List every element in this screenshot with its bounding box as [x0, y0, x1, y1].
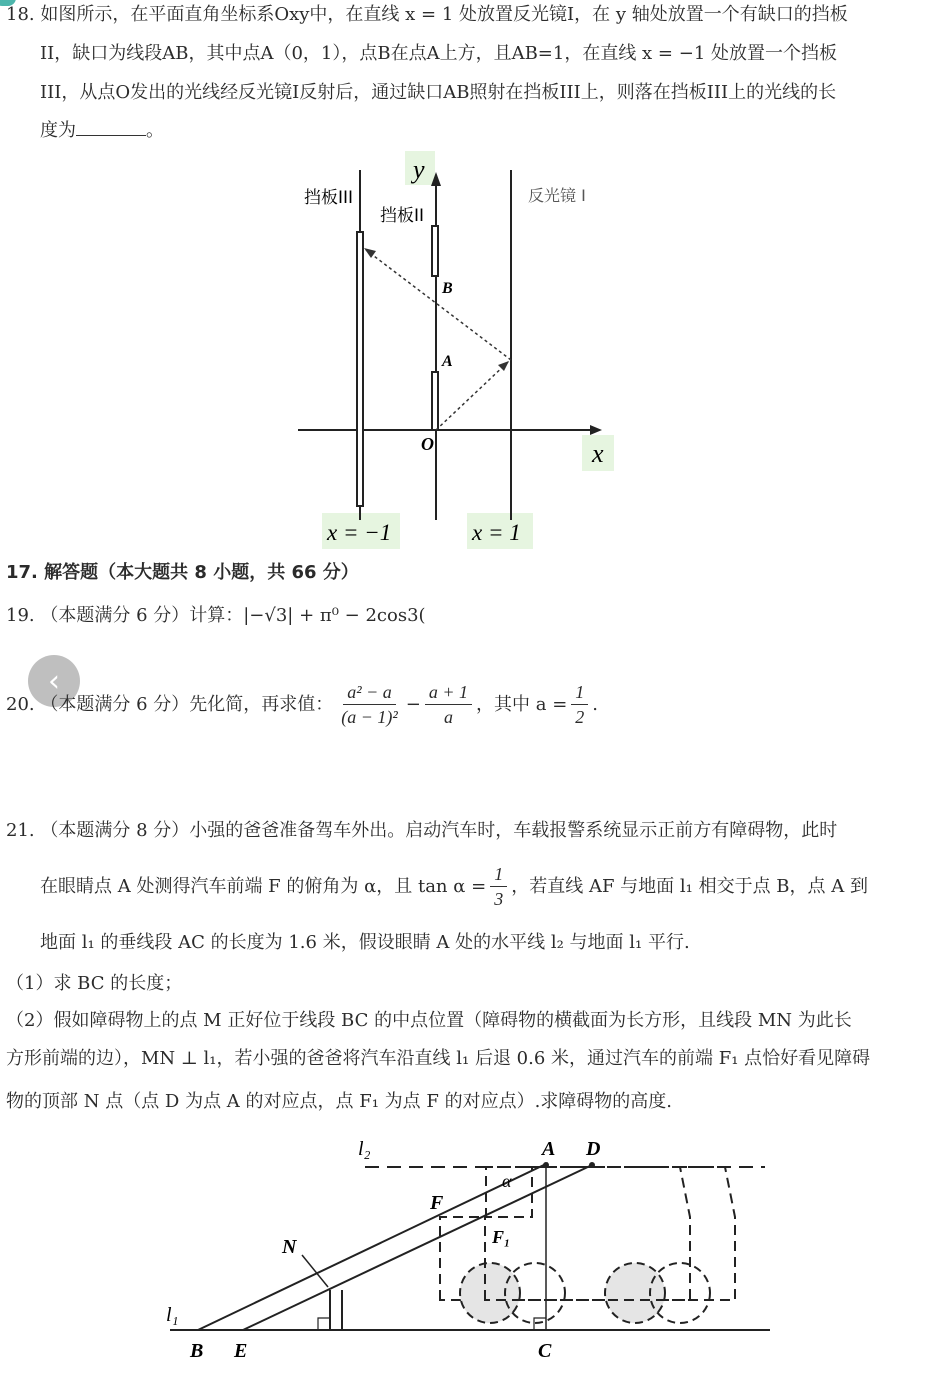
q19-text: 19. （本题满分 6 分）计算：|−√3| + π⁰ − 2cos3( — [6, 605, 426, 626]
baffle-2-lower — [432, 372, 438, 430]
N-pointer — [302, 1255, 328, 1287]
q18-line2: II，缺口为线段AB，其中点A（0，1），点B在点A上方，且AB=1，在直线 x = −1 处放置一个挡板 — [40, 43, 837, 64]
q21-tan-num: 1 — [490, 862, 507, 887]
label-baffle2: 挡板II — [380, 206, 425, 226]
label-mirror: 反光镜 I — [528, 186, 586, 205]
label-E: E — [234, 1340, 248, 1362]
q20-frac2-den: a — [443, 707, 453, 727]
q20-fraction-3 — [571, 680, 588, 729]
car-obstacle-diagram — [150, 1135, 790, 1370]
q20-minus: − — [405, 693, 421, 715]
incident-ray-arrow — [498, 361, 509, 371]
q18-line3: III，从点O发出的光线经反光镜I反射后，通过缺口AB照射在挡板III上，则落在挡板III上的光线的长 — [40, 82, 837, 103]
x-axis-arrow — [590, 425, 602, 435]
label-A: A — [542, 1138, 556, 1160]
q21-tan-fraction — [490, 862, 507, 911]
q18-line4 — [40, 117, 164, 144]
label-F1: F₁ — [492, 1227, 511, 1247]
q21-line3: 地面 l₁ 的垂线段 AC 的长度为 1.6 米，假设眼睛 A 处的水平线 l₂ 与地面 l₁ 平行. — [40, 932, 690, 953]
baffle-2-upper — [432, 226, 438, 276]
q18-line4-end: 。 — [146, 120, 164, 141]
label-l2: l₂ — [358, 1138, 371, 1160]
label-O: O — [421, 434, 434, 454]
label-B: B — [190, 1340, 204, 1362]
point-D — [589, 1162, 595, 1168]
q20-frac1-den: (a − 1)² — [341, 707, 398, 727]
label-A: A — [442, 353, 453, 370]
q21-line2 — [40, 862, 868, 911]
right-angle-C — [534, 1318, 546, 1330]
chevron-left-icon: ‹ — [48, 663, 60, 699]
q21-part2-line1: （2）假如障碍物上的点 M 正好位于线段 BC 的中点位置（障碍物的横截面为长方形，且线段 MN 为此长 — [6, 1010, 852, 1031]
section-title: 17. 解答题（本大题共 8 小题，共 66 分） — [6, 562, 359, 583]
incident-ray — [436, 362, 508, 430]
q21-part1: （1）求 BC 的长度； — [6, 973, 183, 994]
label-F: F — [430, 1192, 444, 1214]
q20-fraction-1 — [337, 680, 402, 729]
label-x-pos1: x = 1 — [472, 520, 521, 545]
q21-line2-a: 在眼睛点 A 处测得汽车前端 F 的俯角为 α，且 tan α = — [40, 875, 487, 897]
q20-fraction-2 — [425, 680, 472, 729]
q20-frac3-den: 2 — [575, 707, 585, 727]
q21-line1: 21. （本题满分 8 分）小强的爸爸准备驾车外出。启动汽车时，车载报警系统显示正前方有障碍物，此时 — [6, 820, 838, 841]
q20-end: . — [592, 693, 599, 715]
label-baffle3: 挡板III — [304, 188, 354, 208]
label-x-neg1: x = −1 — [327, 520, 392, 545]
q18-line4-text: 度为 — [40, 120, 76, 141]
right-angle-M — [318, 1318, 330, 1330]
point-A — [543, 1162, 549, 1168]
q21-part2-line2: 方形前端的边），MN ⊥ l₁，若小强的爸爸将汽车沿直线 l₁ 后退 0.6 米，通过汽车的前端 F₁ 点恰好看见障碍 — [6, 1048, 871, 1069]
label-D: D — [586, 1138, 601, 1160]
q20-prefix: 20. （本题满分 6 分）先化简，再求值： — [6, 693, 334, 715]
q20-frac2-num: a + 1 — [425, 680, 472, 705]
label-B: B — [442, 280, 453, 297]
label-l1: l₁ — [166, 1304, 179, 1326]
q20-frac1-num: a² − a — [343, 680, 396, 705]
label-y: y — [413, 155, 425, 184]
reflected-ray-arrow — [364, 248, 376, 258]
label-C: C — [538, 1340, 552, 1362]
q20-middle: ，其中 a = — [476, 693, 568, 715]
reflection-diagram — [280, 148, 640, 553]
q18-line1: 18. 如图所示，在平面直角坐标系Oxy中，在直线 x = 1 处放置反光镜I，在 y 轴处放置一个有缺口的挡板 — [6, 4, 848, 25]
label-x: x — [592, 439, 604, 468]
q21-line2-b: ，若直线 AF 与地面 l₁ 相交于点 B，点 A 到 — [511, 875, 868, 897]
answer-blank — [76, 117, 146, 136]
q20-line — [6, 680, 598, 729]
q21-part2-line3: 物的顶部 N 点（点 D 为点 A 的对应点，点 F₁ 为点 F 的对应点）.求障碍物的高度. — [6, 1091, 673, 1112]
q20-frac3-num: 1 — [571, 680, 588, 705]
label-alpha: α — [502, 1171, 512, 1191]
baffle-3 — [357, 232, 363, 506]
q21-tan-den: 3 — [494, 889, 504, 909]
label-N: N — [282, 1236, 297, 1258]
